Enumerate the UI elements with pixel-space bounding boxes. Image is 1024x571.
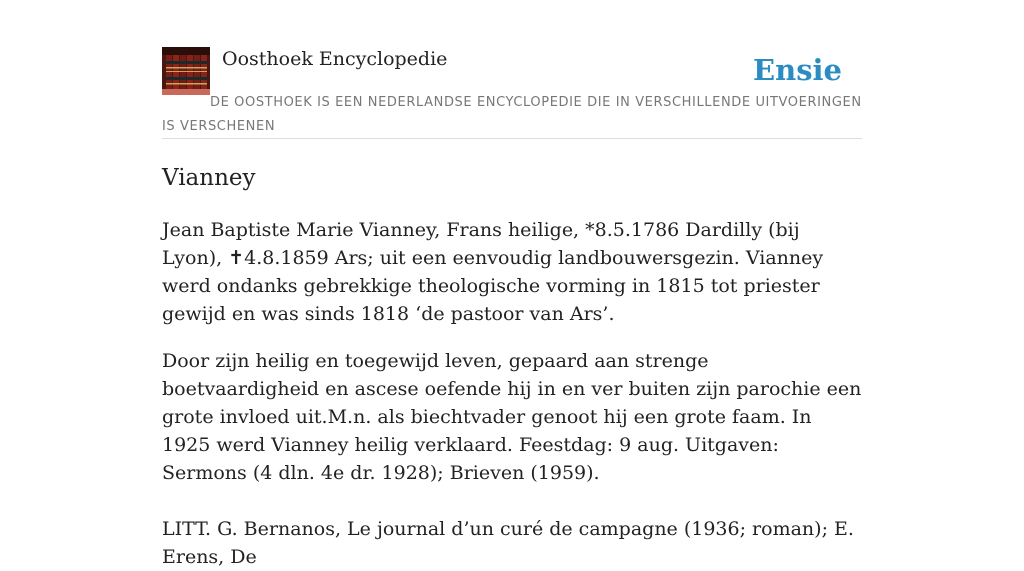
site-name[interactable]: Oosthoek Encyclopedie xyxy=(222,48,448,70)
article-paragraph: Jean Baptiste Marie Vianney, Frans heilige, *8.5.1786 Dardilly (bij Lyon), ✝4.8.1859 Ars; uit een eenvoudig landbouwersgezin. Vianney werd ondanks gebrekkige theologische vorming in 1815 tot priester gewijd en was sinds 1818 ‘de pastoor van Ars’. xyxy=(162,219,824,325)
article-paragraph: Door zijn heilig en toegewijd leven, gepaard aan strenge boetvaardigheid en ascese oefende hij in en ver buiten zijn parochie een grote invloed uit.M.n. als biechtvader genoot hij een grote faam. In 1925 werd Vianney heilig verklaard. Feestdag: 9 aug. Uitgaven: Sermons (4 dln. 4e dr. 1928); Brieven (1959). xyxy=(162,350,862,484)
ensie-logo-link[interactable]: Ensie xyxy=(753,53,842,87)
site-avatar[interactable] xyxy=(162,47,210,95)
encyclopedia-books-icon xyxy=(162,47,210,95)
article-title: Vianney xyxy=(162,165,256,191)
site-header xyxy=(162,47,862,139)
article xyxy=(162,160,862,571)
article-paragraph: LITT. G. Bernanos, Le journal d’un curé de campagne (1936; roman); E. Erens, De xyxy=(162,518,854,568)
site-description: DE OOSTHOEK IS EEN NEDERLANDSE ENCYCLOPEDIE DIE IN VERSCHILLENDE UITVOERINGEN IS VERSCHENEN xyxy=(162,95,862,134)
